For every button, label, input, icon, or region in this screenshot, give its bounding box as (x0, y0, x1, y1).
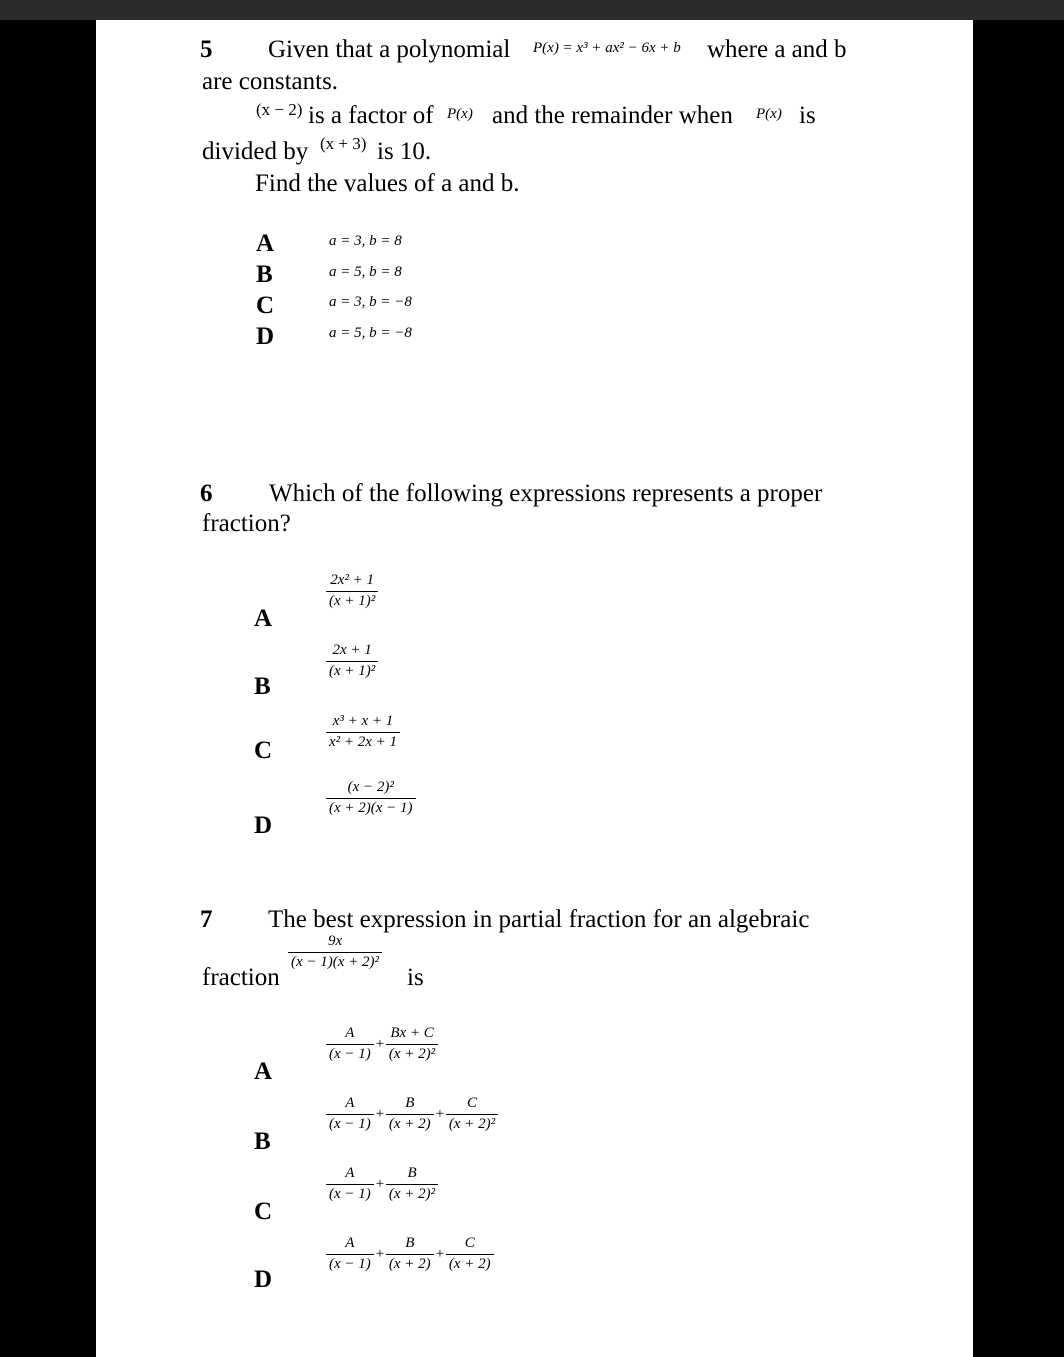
q6-option-c-letter: C (254, 737, 273, 764)
question-7-fraction-numerator: 9x (327, 933, 343, 949)
q7-b-term-1-denominator: (x − 1) (326, 1114, 374, 1133)
q7-b-term-2-numerator: B (405, 1095, 415, 1111)
q6-option-d-denominator: (x + 2)(x − 1) (326, 798, 416, 817)
top-bar (0, 0, 1064, 20)
question-5-px-2: P(x) (756, 106, 782, 122)
document-page (96, 20, 973, 1357)
question-5-text-3c: is (799, 102, 816, 129)
q7-c-term-1-numerator: A (345, 1165, 355, 1181)
question-5-factor: (x − 2) (256, 100, 303, 119)
q7-option-d-expression (326, 1236, 494, 1273)
question-5-text-1b: where a and b (707, 36, 847, 63)
q7-d-term-2-numerator: B (405, 1235, 415, 1251)
q7-option-a-expression (326, 1026, 438, 1063)
question-6-number: 6 (200, 480, 213, 507)
q6-option-d-numerator: (x − 2)² (347, 779, 394, 795)
q6-option-b-numerator: 2x + 1 (332, 642, 372, 658)
question-5-number: 5 (200, 36, 213, 63)
q5-option-a: a = 3, b = 8 (329, 233, 402, 249)
plus-sign: + (374, 1175, 385, 1192)
question-7-number: 7 (200, 906, 213, 933)
q7-option-c-expression (326, 1166, 438, 1203)
q6-option-d-fraction (326, 780, 416, 817)
question-5-text-4b: is 10. (377, 138, 432, 165)
q7-b-term-1-numerator: A (345, 1095, 355, 1111)
question-5-text-1a: Given that a polynomial (268, 36, 511, 63)
q7-option-d-letter: D (254, 1266, 273, 1293)
q7-b-term-3-numerator: C (466, 1095, 477, 1111)
q5-option-a-letter: A (256, 230, 275, 257)
q7-b-term-1 (326, 1096, 374, 1133)
q7-a-term-1-numerator: A (345, 1025, 355, 1041)
q5-option-d-letter: D (256, 323, 275, 350)
q6-option-b-letter: B (254, 673, 271, 700)
q7-c-term-1 (326, 1166, 374, 1203)
q7-c-term-1-denominator: (x − 1) (326, 1184, 374, 1203)
q6-option-a-letter: A (254, 605, 273, 632)
question-5-text-5: Find the values of a and b. (255, 170, 520, 197)
q7-a-term-2 (386, 1026, 438, 1063)
q5-option-c: a = 3, b = −8 (329, 294, 412, 310)
q7-c-term-2 (386, 1166, 438, 1203)
q6-option-d-letter: D (254, 812, 273, 839)
q7-option-b-expression (326, 1096, 498, 1133)
q7-a-term-2-numerator: Bx + C (390, 1025, 434, 1041)
q5-option-b-letter: B (256, 261, 273, 288)
q7-c-term-2-denominator: (x + 2)² (386, 1184, 438, 1203)
q7-d-term-1-denominator: (x − 1) (326, 1254, 374, 1273)
plus-sign: + (374, 1245, 385, 1262)
plus-sign: + (434, 1245, 445, 1262)
plus-sign: + (434, 1105, 445, 1122)
q7-d-term-1-numerator: A (345, 1235, 355, 1251)
q6-option-c-denominator: x² + 2x + 1 (326, 732, 400, 751)
q7-d-term-2 (386, 1236, 434, 1273)
question-6-text-2: fraction? (202, 510, 291, 537)
question-5-text-4a: divided by (202, 138, 309, 165)
question-5-px-1: P(x) (447, 106, 473, 122)
question-5-polynomial: P(x) = x³ + ax² − 6x + b (533, 40, 681, 56)
q6-option-a-denominator: (x + 1)² (326, 591, 378, 610)
q6-option-b-fraction (326, 643, 378, 680)
q7-a-term-1-denominator: (x − 1) (326, 1044, 374, 1063)
q7-d-term-3-numerator: C (464, 1235, 475, 1251)
q7-d-term-1 (326, 1236, 374, 1273)
q7-a-term-1 (326, 1026, 374, 1063)
q7-c-term-2-numerator: B (407, 1165, 417, 1181)
question-7-fraction (288, 934, 382, 971)
q6-option-c-numerator: x³ + x + 1 (332, 713, 394, 729)
q7-b-term-3-denominator: (x + 2)² (446, 1114, 498, 1133)
question-7-fraction-denominator: (x − 1)(x + 2)² (288, 952, 382, 971)
q6-option-b-denominator: (x + 1)² (326, 661, 378, 680)
question-7-text-1: The best expression in partial fraction for an algebraic (268, 906, 810, 933)
plus-sign: + (374, 1035, 385, 1052)
question-5-divisor: (x + 3) (320, 134, 367, 153)
plus-sign: + (374, 1105, 385, 1122)
q7-b-term-2-denominator: (x + 2) (386, 1114, 434, 1133)
q7-option-b-letter: B (254, 1128, 271, 1155)
q7-b-term-2 (386, 1096, 434, 1133)
question-5-text-3b: and the remainder when (492, 102, 733, 129)
q7-d-term-3 (446, 1236, 494, 1273)
question-5-text-3a: is a factor of (308, 102, 434, 129)
q7-a-term-2-denominator: (x + 2)² (386, 1044, 438, 1063)
question-5-text-2: are constants. (202, 68, 339, 95)
q7-option-c-letter: C (254, 1198, 273, 1225)
question-7-text-2b: is (407, 964, 424, 991)
q6-option-c-fraction (326, 714, 400, 751)
question-7-text-2a: fraction (202, 964, 280, 991)
q5-option-d: a = 5, b = −8 (329, 325, 412, 341)
q5-option-c-letter: C (256, 292, 275, 319)
q6-option-a-numerator: 2x² + 1 (330, 572, 375, 588)
question-6-text-1: Which of the following expressions represents a proper (269, 480, 823, 507)
q5-option-b: a = 5, b = 8 (329, 264, 402, 280)
q7-b-term-3 (446, 1096, 498, 1133)
q7-d-term-3-denominator: (x + 2) (446, 1254, 494, 1273)
q6-option-a-fraction (326, 573, 378, 610)
q7-d-term-2-denominator: (x + 2) (386, 1254, 434, 1273)
q7-option-a-letter: A (254, 1058, 273, 1085)
